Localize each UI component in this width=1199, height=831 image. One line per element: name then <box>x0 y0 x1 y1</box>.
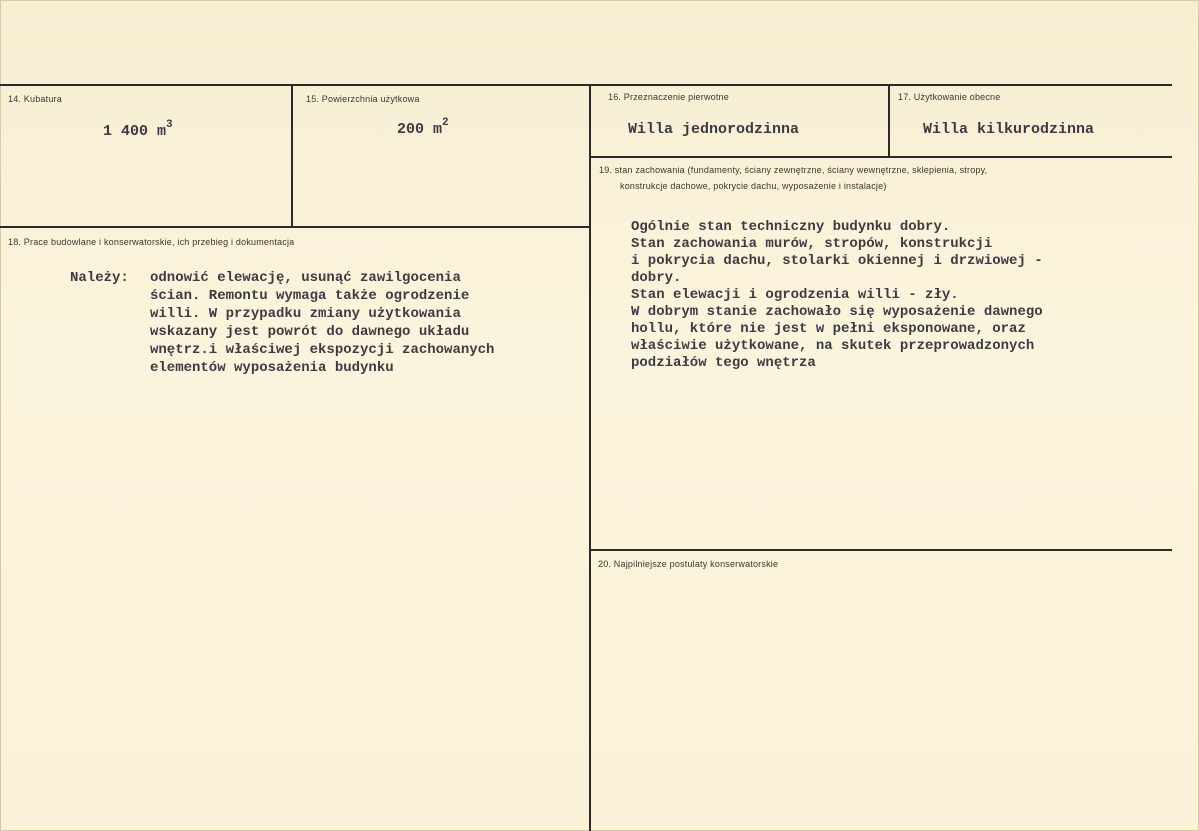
divider-main <box>589 85 591 831</box>
field-17-label: 17. Użytkowanie obecne <box>898 92 1001 102</box>
field-19-line: hollu, które nie jest w pełni eksponowane, oraz <box>631 321 1026 337</box>
field-19-line: Stan elewacji i ogrodzenia willi - zły. <box>631 287 959 303</box>
rule-above-20 <box>590 549 1172 551</box>
field-19-line: Stan zachowania murów, stropów, konstrukcji <box>631 236 993 252</box>
field-19-text <box>631 219 1043 372</box>
rule-under-16-17 <box>590 156 1172 158</box>
field-19-line: właściwie użytkowane, na skutek przeprowadzonych <box>631 338 1035 354</box>
field-17-value: Willa kilkurodzinna <box>923 121 1095 138</box>
field-18-line: odnowić elewację, usunąć zawilgocenia <box>150 270 461 286</box>
top-rule <box>0 84 1172 86</box>
field-15-label: 15. Powierzchnia użytkowa <box>306 94 420 104</box>
divider-14-15 <box>291 85 293 227</box>
field-18-line: elementów wyposażenia budynku <box>150 360 394 376</box>
field-19-label-line2: konstrukcje dachowe, pokrycie dachu, wyposażenie i instalacje) <box>620 181 887 191</box>
field-14-label: 14. Kubatura <box>8 94 62 104</box>
field-16-value: Willa jednorodzinna <box>628 121 800 138</box>
divider-16-17 <box>888 85 890 157</box>
field-20-label: 20. Najpilniejsze postulaty konserwatorskie <box>598 559 779 569</box>
field-14-unit-exponent: 3 <box>166 119 173 131</box>
field-19-label-line1: 19. stan zachowania (fundamenty, ściany zewnętrzne, ściany wewnętrzne, sklepienia, stropy, <box>599 165 988 175</box>
field-19-line: podziałów tego wnętrza <box>631 355 816 371</box>
field-18-line: willi. W przypadku zmiany użytkowania <box>150 306 461 322</box>
field-18-text <box>150 269 494 377</box>
field-18-label: 18. Prace budowlane i konserwatorskie, ich przebieg i dokumentacja <box>8 237 295 247</box>
field-16-label: 16. Przeznaczenie pierwotne <box>608 92 729 102</box>
field-18-line: wskazany jest powrót do dawnego układu <box>150 324 470 340</box>
field-15-unit-exponent: 2 <box>442 117 449 129</box>
field-15-value <box>397 117 449 138</box>
field-19-line: dobry. <box>631 270 682 286</box>
field-14-value-text: 1 400 m <box>103 123 167 140</box>
field-15-value-text: 200 m <box>397 121 443 138</box>
rule-under-14-15 <box>0 226 590 228</box>
field-18-line: ścian. Remontu wymaga także ogrodzenie <box>150 288 470 304</box>
field-19-line: W dobrym stanie zachowało się wyposażenie dawnego <box>631 304 1043 320</box>
field-14-value <box>103 119 173 140</box>
field-18-line: wnętrz.i właściwej ekspozycji zachowanych <box>150 342 495 358</box>
field-19-line: i pokrycia dachu, stolarki okiennej i drzwiowej - <box>631 253 1043 269</box>
field-18-prefix: Należy: <box>70 270 129 286</box>
field-19-line: Ogólnie stan techniczny budynku dobry. <box>631 219 951 235</box>
